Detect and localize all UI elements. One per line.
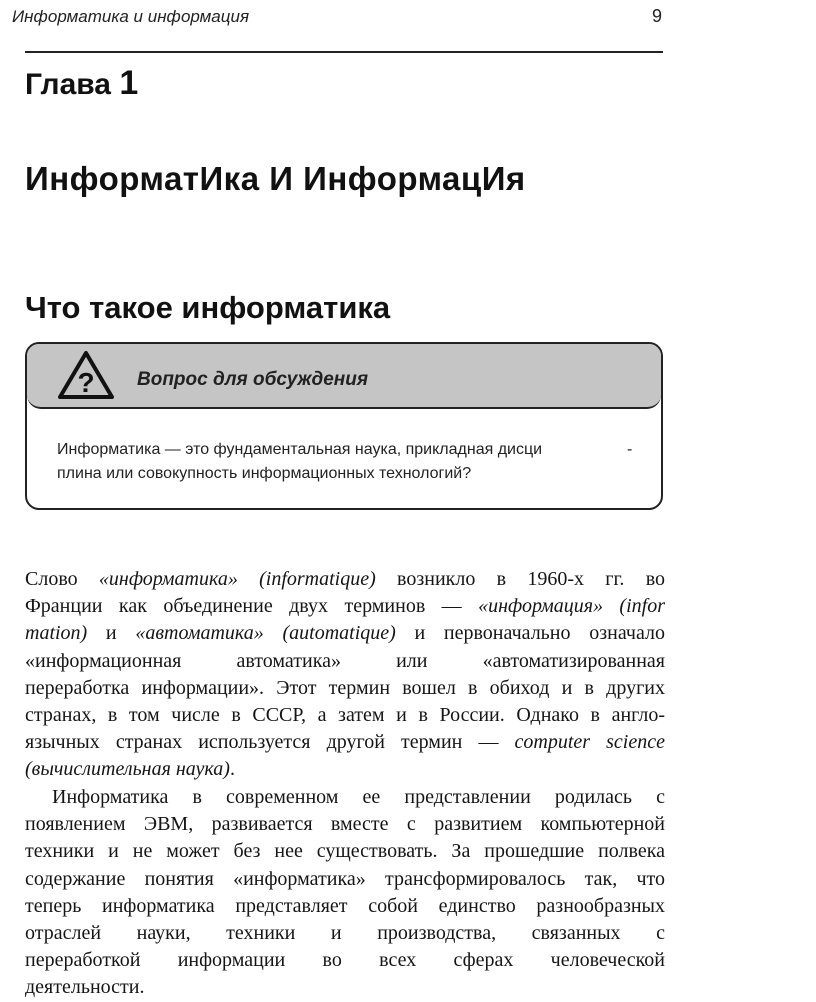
chapter-title: ИнформатИка И ИнформацИя [25, 160, 526, 197]
svg-text:?: ? [77, 367, 95, 398]
warning-question-icon [57, 350, 115, 400]
discussion-hyphen: - [627, 441, 633, 458]
section-title: Что такое информатика [25, 290, 391, 325]
paragraph-line [25, 593, 665, 620]
paragraph-line: странах, в том числе в СССР, а затем и в России. Однако в англо- [25, 704, 665, 727]
paragraph-line [25, 566, 665, 593]
text-run: Слово [25, 568, 99, 590]
paragraph-line [25, 729, 665, 756]
paragraph-2 [25, 784, 665, 1002]
page-number: 9 [652, 6, 663, 26]
paragraph-1 [25, 566, 665, 784]
italic-term: mation) [25, 622, 88, 645]
discussion-line: Информатика — это фундаментальная наука, прикладная дисци [57, 441, 543, 458]
discussion-box [25, 342, 663, 510]
paragraph-line: «информационная автоматика» или «автоматизированная [25, 649, 665, 672]
chapter-label-word: Глава [25, 68, 111, 101]
paragraph-line: техники и не может без нее существовать. За прошедшие полвека [25, 840, 665, 863]
italic-term: computer science [514, 731, 665, 754]
text-run: и [87, 622, 136, 645]
text-run: . [229, 758, 235, 781]
discussion-question [57, 438, 647, 486]
discussion-heading: Вопрос для обсуждения [137, 369, 369, 390]
paragraph-line: содержание понятия «информатика» трансформировалось так, что [25, 867, 665, 890]
text-run: язычных странах используется другой термин — [25, 731, 515, 754]
paragraph-line: теперь информатика представляет собой единство разнообразных [25, 894, 665, 917]
paragraph-line [25, 756, 665, 783]
paragraph-line: появлением ЭВМ, развивается вместе с развитием компьютерной [25, 813, 665, 836]
text-run: Франции как объединение двух терминов — [25, 595, 479, 618]
text-run: возникло в 1960-х гг. во [375, 568, 665, 590]
chapter-number: 1 [119, 64, 139, 102]
paragraph-line: переработкой информации во всех сферах человеческой [25, 949, 665, 972]
header-divider [25, 51, 663, 53]
italic-term: «автоматика» (automatique) [135, 622, 396, 645]
italic-term: «информатика» (informatique) [98, 568, 376, 590]
paragraph-line: переработка информации». Этот термин вошел в обиход и в других [25, 676, 665, 699]
chapter-label [25, 64, 138, 103]
discussion-header [27, 344, 661, 409]
paragraph-line: отраслей науки, техники и производства, связанных с [25, 922, 665, 945]
text-run: и первоначально означало [395, 622, 665, 645]
paragraph-line [25, 620, 665, 647]
paragraph-line: Информатика в современном ее представлении родилась с [52, 786, 665, 808]
italic-term: «информация» (infor [478, 595, 665, 618]
paragraph-line: деятельности. [25, 976, 145, 999]
discussion-line: плина или совокупность информационных технологий? [57, 465, 472, 482]
italic-term: (вычислительная наука) [25, 758, 230, 781]
running-header-title: Информатика и информация [12, 7, 250, 26]
